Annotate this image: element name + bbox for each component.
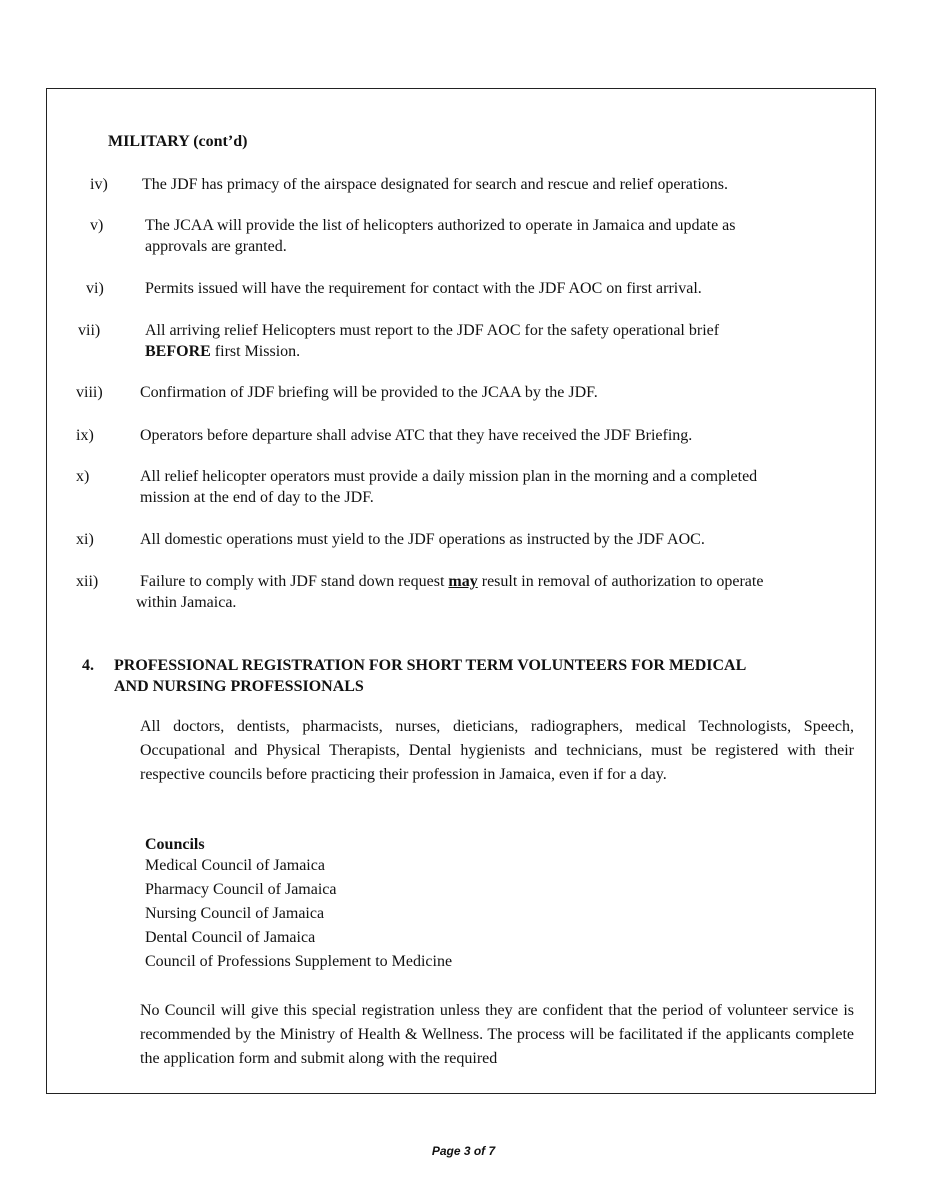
- item-number: vii): [78, 322, 101, 339]
- item-text-cont: approvals are granted.: [145, 238, 287, 255]
- item-text-pre: Failure to comply with JDF stand down request: [140, 573, 449, 590]
- section4-title: PROFESSIONAL REGISTRATION FOR SHORT TERM VOLUNTEERS FOR MEDICAL: [114, 657, 747, 674]
- section4-paragraph: All doctors, dentists, pharmacists, nurses, dieticians, radiographers, medical Technologists, Speech, Occupational and Physical Therapists, Dental hygienists and technicians, must be registered with their respective councils before practicing their profession in Jamaica, even if for a day.: [140, 718, 854, 783]
- item-text-post: result in removal of authorization to operate: [477, 573, 764, 590]
- section-heading: MILITARY (cont’d): [108, 133, 248, 150]
- item-number: iv): [90, 176, 108, 193]
- council-item: Medical Council of Jamaica: [145, 857, 325, 874]
- item-number: xii): [76, 573, 99, 590]
- item-text: [140, 571, 763, 593]
- council-item: Pharmacy Council of Jamaica: [145, 881, 337, 898]
- emphasis-may: may: [448, 573, 478, 590]
- item-number: viii): [76, 384, 103, 401]
- item-text: Permits issued will have the requirement for contact with the JDF AOC on first arrival.: [145, 280, 702, 297]
- item-text: The JCAA will provide the list of helicopters authorized to operate in Jamaica and update as: [145, 217, 736, 234]
- section4-number: 4.: [82, 657, 94, 674]
- section4-paragraph-2: No Council will give this special registration unless they are confident that the period of volunteer service is recommended by the Ministry of Health & Wellness. The process will be facilitated if the applicants complete the application form and submit along with the required: [140, 1002, 854, 1067]
- item-text: The JDF has primacy of the airspace designated for search and rescue and relief operations.: [142, 176, 728, 193]
- council-item: Dental Council of Jamaica: [145, 929, 316, 946]
- councils-heading: Councils: [145, 836, 205, 853]
- item-text: All domestic operations must yield to the JDF operations as instructed by the JDF AOC.: [140, 531, 705, 548]
- item-number: ix): [76, 427, 94, 444]
- section4-title-cont: AND NURSING PROFESSIONALS: [114, 678, 364, 695]
- item-text: Operators before departure shall advise ATC that they have received the JDF Briefing.: [140, 427, 693, 444]
- item-number: x): [76, 468, 90, 485]
- page-footer: Page 3 of 7: [431, 1144, 496, 1158]
- item-number: v): [90, 217, 104, 234]
- item-text: All arriving relief Helicopters must report to the JDF AOC for the safety operational brief: [145, 322, 720, 339]
- council-item: Nursing Council of Jamaica: [145, 905, 325, 922]
- item-text-rest: first Mission.: [210, 343, 301, 360]
- emphasis-before: BEFORE: [145, 343, 211, 360]
- item-text: Confirmation of JDF briefing will be provided to the JCAA by the JDF.: [140, 384, 598, 401]
- council-item: Council of Professions Supplement to Medicine: [145, 953, 453, 970]
- item-text-cont: mission at the end of day to the JDF.: [140, 489, 374, 506]
- item-text-cont: within Jamaica.: [136, 594, 237, 611]
- item-text: All relief helicopter operators must provide a daily mission plan in the morning and a completed: [140, 468, 758, 485]
- item-text-cont: [145, 341, 300, 363]
- item-number: vi): [86, 280, 104, 297]
- item-number: xi): [76, 531, 94, 548]
